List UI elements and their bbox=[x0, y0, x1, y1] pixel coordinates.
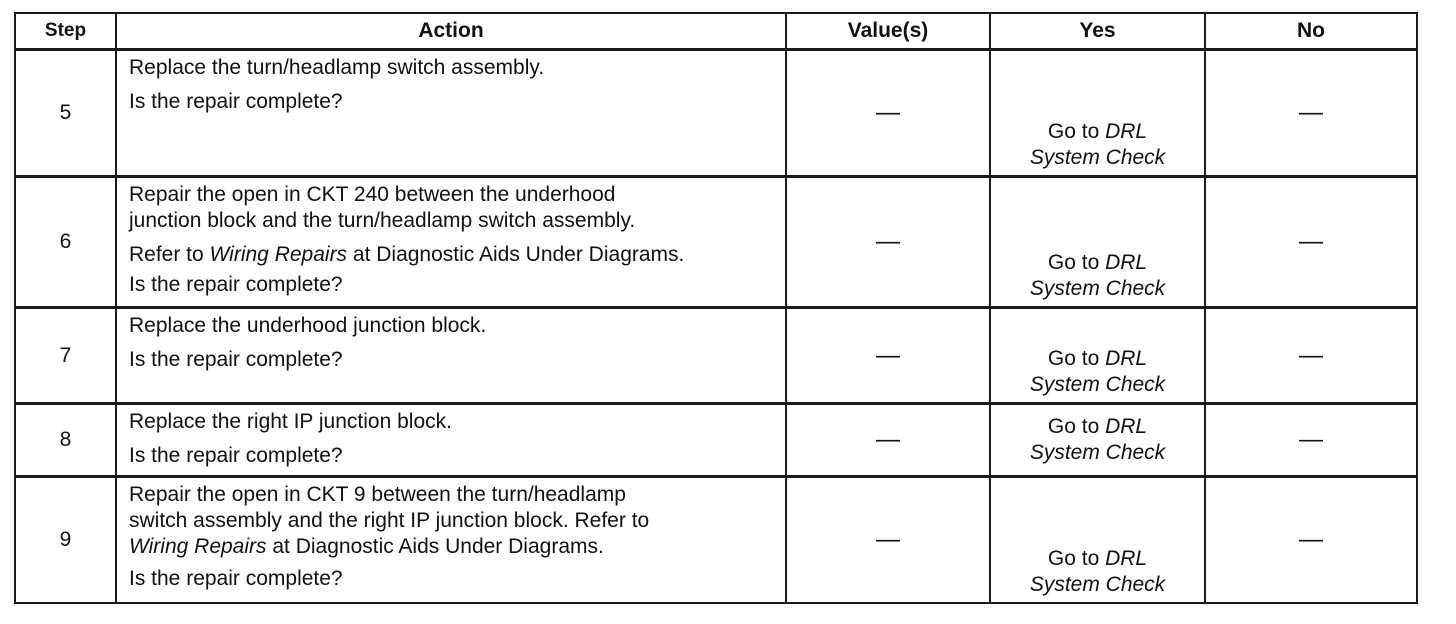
table-row bbox=[15, 404, 1417, 477]
header-yes: Yes bbox=[990, 13, 1205, 50]
action-question: Is the repair complete? bbox=[129, 90, 343, 113]
wiring-repairs-link[interactable]: Wiring Repairs bbox=[129, 535, 267, 558]
yes-link-drl[interactable]: DRL bbox=[1105, 120, 1148, 143]
reference-suffix: at Diagnostic Aids Under Diagrams. bbox=[266, 535, 604, 558]
no-cell: — bbox=[1205, 308, 1417, 404]
yes-cell bbox=[990, 50, 1205, 177]
action-text: Replace the turn/headlamp switch assembly. bbox=[129, 56, 545, 79]
action-cell bbox=[116, 477, 786, 603]
table-row bbox=[15, 177, 1417, 308]
value-cell: — bbox=[786, 477, 990, 603]
header-step: Step bbox=[15, 13, 116, 50]
yes-cell bbox=[990, 404, 1205, 477]
yes-cell bbox=[990, 308, 1205, 404]
value-cell: — bbox=[786, 308, 990, 404]
yes-link-drl[interactable]: DRL bbox=[1105, 546, 1148, 570]
action-cell bbox=[116, 177, 786, 308]
action-text: Replace the right IP junction block. bbox=[129, 410, 452, 433]
action-text: Repair the open in CKT 240 between the underhood bbox=[129, 183, 616, 206]
action-question: Is the repair complete? bbox=[129, 444, 343, 467]
wiring-repairs-link[interactable]: Wiring Repairs bbox=[209, 243, 348, 266]
yes-link-system-check[interactable]: System Check bbox=[1029, 146, 1166, 169]
no-cell: — bbox=[1205, 50, 1417, 177]
value-cell: — bbox=[786, 404, 990, 477]
action-text: Replace the underhood junction block. bbox=[129, 314, 487, 337]
yes-link-system-check[interactable]: System Check bbox=[1029, 277, 1166, 300]
header-row bbox=[15, 13, 1417, 50]
table-row bbox=[15, 308, 1417, 404]
header-action: Action bbox=[116, 13, 786, 50]
yes-cell bbox=[990, 477, 1205, 603]
no-cell: — bbox=[1205, 477, 1417, 603]
header-values: Value(s) bbox=[786, 13, 990, 50]
table-row bbox=[15, 50, 1417, 177]
action-cell bbox=[116, 50, 786, 177]
table-row bbox=[15, 477, 1417, 603]
yes-prefix: Go to bbox=[1047, 251, 1106, 274]
reference-prefix: Refer to bbox=[129, 243, 210, 266]
no-cell: — bbox=[1205, 404, 1417, 477]
yes-link-drl[interactable]: DRL bbox=[1105, 251, 1148, 274]
yes-link-system-check[interactable]: System Check bbox=[1029, 572, 1166, 596]
yes-link-drl[interactable]: DRL bbox=[1105, 415, 1148, 438]
diagnostic-table bbox=[14, 12, 1418, 604]
step-number: 5 bbox=[15, 50, 116, 177]
action-question: Is the repair complete? bbox=[129, 273, 343, 296]
action-reference bbox=[129, 534, 785, 560]
yes-prefix: Go to bbox=[1047, 415, 1106, 438]
no-cell: — bbox=[1205, 177, 1417, 308]
action-reference bbox=[129, 242, 785, 268]
action-text: junction block and the turn/headlamp switch assembly. bbox=[129, 209, 636, 232]
yes-prefix: Go to bbox=[1047, 120, 1106, 143]
value-cell: — bbox=[786, 50, 990, 177]
value-cell: — bbox=[786, 177, 990, 308]
yes-cell bbox=[990, 177, 1205, 308]
action-question: Is the repair complete? bbox=[129, 567, 343, 590]
action-question: Is the repair complete? bbox=[129, 348, 343, 371]
header-no: No bbox=[1205, 13, 1417, 50]
action-text: Repair the open in CKT 9 between the turn/headlamp bbox=[129, 483, 626, 506]
yes-prefix: Go to bbox=[1047, 546, 1106, 570]
reference-suffix: at Diagnostic Aids Under Diagrams. bbox=[347, 243, 685, 266]
action-text: switch assembly and the right IP junction block. Refer to bbox=[129, 509, 650, 532]
yes-link-system-check[interactable]: System Check bbox=[1029, 441, 1166, 464]
step-number: 8 bbox=[15, 404, 116, 477]
step-number: 7 bbox=[15, 308, 116, 404]
step-number: 6 bbox=[15, 177, 116, 308]
yes-link-system-check[interactable]: System Check bbox=[1029, 373, 1166, 396]
yes-link-drl[interactable]: DRL bbox=[1105, 347, 1148, 370]
yes-prefix: Go to bbox=[1047, 347, 1106, 370]
step-number: 9 bbox=[15, 477, 116, 603]
action-cell bbox=[116, 404, 786, 477]
action-cell bbox=[116, 308, 786, 404]
